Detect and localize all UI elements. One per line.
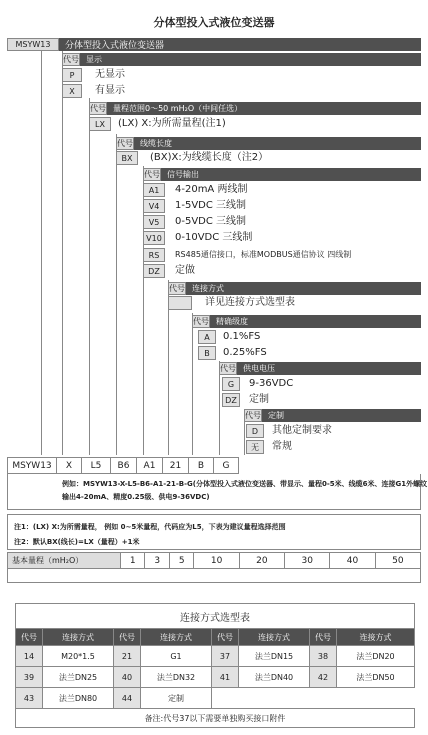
model-row-filler [239,458,422,474]
conn-code: 39 [16,667,43,688]
power-title: 供电电压 [237,362,421,375]
signal-code-v10: V10 [143,231,165,245]
col-code: 代号 [114,629,141,646]
power-label-g: 9-36VDC [249,378,294,389]
range-code-label: 代号 [90,104,106,113]
tree-line-1 [41,51,42,455]
model-row-cell: MSYW13 [8,458,57,474]
cable-code-label: 代号 [117,139,133,148]
connection-title: 连接方式 [186,282,421,295]
signal-code-label: 代号 [144,170,160,179]
model-code-row [7,457,421,474]
conn-code: 42 [310,667,337,688]
conn-code: 44 [114,688,141,709]
range-code-lx: LX [89,117,111,131]
accuracy-code-b: B [198,346,216,360]
signal-title: 信号输出 [161,168,421,181]
conn-name: 法兰DN80 [43,688,114,709]
model-row-cell: A1 [137,458,163,474]
accuracy-code-a: A [198,330,216,344]
conn-code: 14 [16,646,43,667]
connection-note: 详见连接方式选型表 [205,297,295,308]
conn-name: M20*1.5 [43,646,114,667]
power-code-label: 代号 [220,364,236,373]
range-value: 20 [239,553,284,569]
conn-name: 法兰DN15 [239,646,310,667]
conn-empty [212,688,415,709]
range-value: 30 [285,553,330,569]
conn-name: 法兰DN50 [337,667,415,688]
custom-code-none: 无 [246,440,264,454]
model-row-cell: B6 [111,458,137,474]
power-code-g: G [222,377,240,391]
range-value: 3 [145,553,169,569]
col-conn: 连接方式 [141,629,212,646]
cable-code-bx: BX [116,151,138,165]
custom-code-d: D [246,424,264,438]
conn-code: 41 [212,667,239,688]
display-code-p: P [62,68,82,82]
signal-code-v4: V4 [143,199,165,213]
power-header [219,362,421,375]
range-value: 1 [121,553,145,569]
signal-code-v5: V5 [143,215,165,229]
conn-code: 43 [16,688,43,709]
col-code: 代号 [310,629,337,646]
signal-label-v10: 0-10VDC 三线制 [175,232,253,243]
accuracy-title: 精确级度 [210,315,421,328]
conn-code: 37 [212,646,239,667]
display-title: 显示 [80,53,421,66]
display-code-label: 代号 [63,55,79,64]
range-table [7,552,421,583]
tree-line-7 [192,313,193,455]
model-row-cell: B [189,458,214,474]
tree-line-9 [244,409,245,455]
power-code-dz: DZ [222,393,240,407]
col-code: 代号 [16,629,43,646]
custom-label-none: 常规 [272,441,292,452]
display-label-p: 无显示 [95,69,125,80]
range-table-spacer [8,569,421,583]
display-header [62,53,421,66]
conn-code: 40 [114,667,141,688]
range-value: 50 [375,553,420,569]
accuracy-code-label: 代号 [193,317,209,326]
conn-name: 法兰DN20 [337,646,415,667]
model-row-cell: G [214,458,239,474]
conn-name: G1 [141,646,212,667]
conn-code: 21 [114,646,141,667]
accuracy-label-a: 0.1%FS [223,331,261,342]
signal-label-a1: 4-20mA 两线制 [175,184,248,195]
connection-table-footnote: 备注:代号37以下需要单独购买接口附件 [16,709,415,728]
custom-title: 定制 [262,409,421,422]
col-conn: 连接方式 [337,629,415,646]
display-label-x: 有显示 [95,85,125,96]
custom-header [244,409,421,422]
signal-code-a1: A1 [143,183,165,197]
conn-name: 法兰DN40 [239,667,310,688]
conn-name: 法兰DN32 [141,667,212,688]
model-header-row [7,38,421,51]
power-label-dz: 定制 [249,394,269,405]
conn-code: 38 [310,646,337,667]
signal-code-dz: DZ [143,264,165,278]
tree-line-2 [62,51,63,455]
model-description: 分体型投入式液位变送器 [59,38,421,51]
signal-header [143,168,421,181]
connection-header [168,282,421,295]
signal-code-rs: RS [143,248,165,262]
range-header [89,102,421,115]
range-title: 量程范围0～50 mH₂O（中间任选） [107,102,421,115]
model-code: MSYW13 [7,38,59,51]
model-row-cell: L5 [82,458,111,474]
col-code: 代号 [212,629,239,646]
note-1: 注1：(LX) X:为所需量程， 例如 0~5米量程，代码应为L5，下表为建议量程选择范围 [14,523,286,531]
display-code-x: X [62,84,82,98]
cable-header [116,137,421,150]
conn-name: 法兰DN25 [43,667,114,688]
col-conn: 连接方式 [43,629,114,646]
page-title: 分体型投入式液位变送器 [153,16,275,29]
example-line-2: 输出4-20mA、精度0.25级、供电9-36VDC) [62,493,210,501]
notes-box [7,514,421,550]
tree-line-4 [116,134,117,455]
tree-line-3 [89,98,90,455]
col-conn: 连接方式 [239,629,310,646]
signal-label-v4: 1-5VDC 三线制 [175,200,247,211]
connection-code-label: 代号 [169,284,185,293]
conn-name: 定制 [141,688,212,709]
connection-table-title: 连接方式选型表 [16,604,415,629]
connection-table [15,603,415,728]
note-2: 注2：默认BX(线长)=LX（量程）+1米 [14,538,140,546]
signal-label-rs: RS485通信接口，标准MODBUS通信协议 四线制 [175,250,352,259]
accuracy-header [192,315,421,328]
cable-label-bx: (BX)X:为线缆长度（注2） [150,152,269,163]
model-row-cell: X [57,458,82,474]
range-label-lx: (LX) X:为所需量程(注1) [118,118,226,129]
range-value: 5 [169,553,193,569]
tree-line-8 [219,361,220,455]
range-label: 基本量程（mH₂O） [8,553,121,569]
example-box [7,474,428,510]
model-row-cell: 21 [163,458,189,474]
accuracy-label-b: 0.25%FS [223,347,267,358]
custom-code-label: 代号 [245,411,261,420]
signal-label-dz: 定做 [175,265,195,276]
custom-label-d: 其他定制要求 [272,425,332,436]
range-value: 10 [194,553,239,569]
connection-blank-code [168,296,192,310]
signal-label-v5: 0-5VDC 三线制 [175,216,247,227]
cable-title: 线缆长度 [134,137,421,150]
range-value: 40 [330,553,375,569]
example-line-1: 例如：MSYW13-X-L5-B6-A1-21-B-G(分体型投入式液位变送器、带显示、量程0-5米、线缆6米、连接G1外螺纹 [62,480,428,488]
